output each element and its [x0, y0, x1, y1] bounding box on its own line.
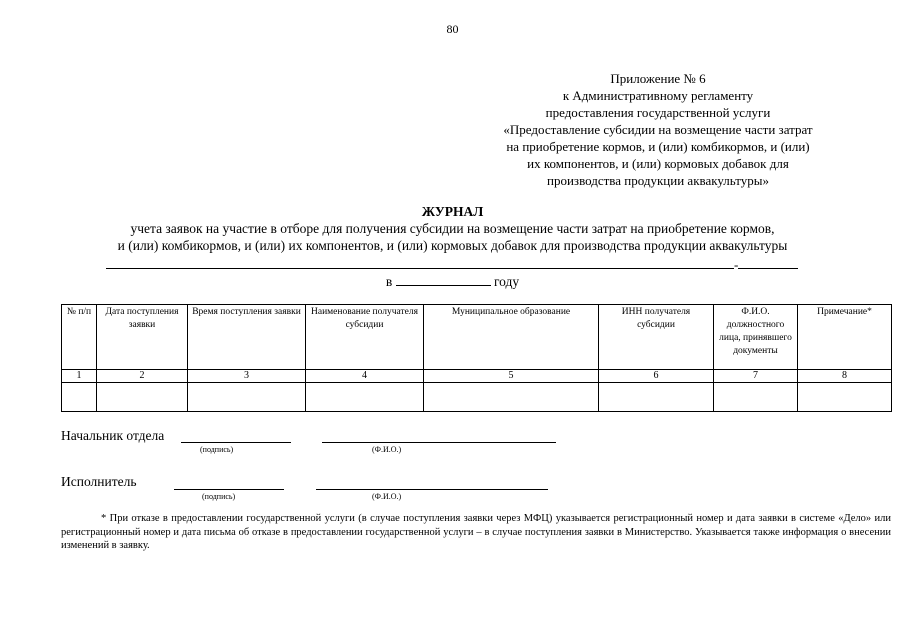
executor-name-caption: (Ф.И.О.) — [372, 492, 402, 501]
subtitle-line: и (или) комбикормов, и (или) их компонентов, и (или) кормовых добавок для производства продукции аквакультуры — [117, 238, 788, 253]
journal-subtitle — [0, 220, 905, 254]
empty-cell[interactable] — [97, 383, 188, 412]
header-cell-number: № п/п — [62, 305, 97, 370]
header-cell-time: Время поступления заявки — [188, 305, 306, 370]
column-number: 6 — [599, 370, 714, 383]
column-number: 1 — [62, 370, 97, 383]
head-name-line[interactable] — [322, 441, 556, 443]
empty-cell[interactable] — [424, 383, 599, 412]
footnote-text: * При отказе в предоставлении государственной услуги (в случае поступления заявки через МФЦ) указывается регистрационный номер и дата заявки в системе «Дело» или регистрационный номер и дата письма об отказе в предоставлении государственной услуги – в случае поступления заявки в Министерство. Указывается также информация о внесении изменений в заявку. — [61, 513, 891, 551]
empty-cell[interactable] — [798, 383, 892, 412]
executor-name-line[interactable] — [316, 488, 548, 490]
head-signature-caption: (подпись) — [200, 445, 234, 454]
appendix-line: к Административному регламенту — [562, 88, 754, 103]
empty-cell[interactable] — [306, 383, 424, 412]
column-number: 8 — [798, 370, 892, 383]
appendix-line: их компонентов, и (или) кормовых добавок для — [527, 156, 789, 171]
header-cell-recipient: Наименование получателя субсидии — [306, 305, 424, 370]
executor-signature-caption: (подпись) — [202, 492, 236, 501]
year-prefix: в — [385, 274, 393, 289]
appendix-line: производства продукции аквакультуры» — [547, 173, 769, 188]
organization-blank-line[interactable] — [106, 256, 734, 269]
executor-signature-line[interactable] — [174, 488, 284, 490]
subtitle-line: учета заявок на участие в отборе для получения субсидии на возмещение части затрат на приобретение кормов, — [130, 221, 775, 236]
journal-table — [61, 304, 892, 412]
header-cell-date: Дата поступления заявки — [97, 305, 188, 370]
appendix-line: Приложение № 6 — [610, 71, 706, 86]
blank-separator: - — [734, 257, 739, 272]
header-cell-official: Ф.И.О. должностного лица, принявшего документы — [714, 305, 798, 370]
journal-title: ЖУРНАЛ — [421, 204, 484, 219]
year-blank-line[interactable] — [396, 273, 491, 286]
column-number: 3 — [188, 370, 306, 383]
year-row — [0, 273, 905, 290]
head-of-department-label: Начальник отдела — [61, 428, 165, 443]
appendix-line: «Предоставление субсидии на возмещение части затрат — [503, 122, 813, 137]
empty-cell[interactable] — [714, 383, 798, 412]
header-cell-municipality: Муниципальное образование — [424, 305, 599, 370]
appendix-line: на приобретение кормов, и (или) комбикормов, и (или) — [506, 139, 810, 154]
head-name-caption: (Ф.И.О.) — [372, 445, 402, 454]
executor-label: Исполнитель — [61, 474, 137, 489]
appendix-header — [470, 70, 846, 189]
organization-blank-row — [106, 256, 798, 273]
header-cell-inn: ИНН получателя субсидии — [599, 305, 714, 370]
empty-cell[interactable] — [599, 383, 714, 412]
column-number: 2 — [97, 370, 188, 383]
column-number: 4 — [306, 370, 424, 383]
header-cell-note: Примечание* — [798, 305, 892, 370]
organization-blank-line-short[interactable] — [738, 256, 798, 269]
page-number: 80 — [446, 22, 459, 36]
column-number: 5 — [424, 370, 599, 383]
year-suffix: году — [493, 274, 520, 289]
empty-cell[interactable] — [62, 383, 97, 412]
head-signature-line[interactable] — [181, 441, 291, 443]
empty-cell[interactable] — [188, 383, 306, 412]
appendix-line: предоставления государственной услуги — [545, 105, 771, 120]
column-number: 7 — [714, 370, 798, 383]
table-empty-row — [62, 383, 892, 412]
table-numbers-row — [62, 370, 892, 383]
table-header-row — [62, 305, 892, 370]
footnote — [61, 512, 891, 553]
